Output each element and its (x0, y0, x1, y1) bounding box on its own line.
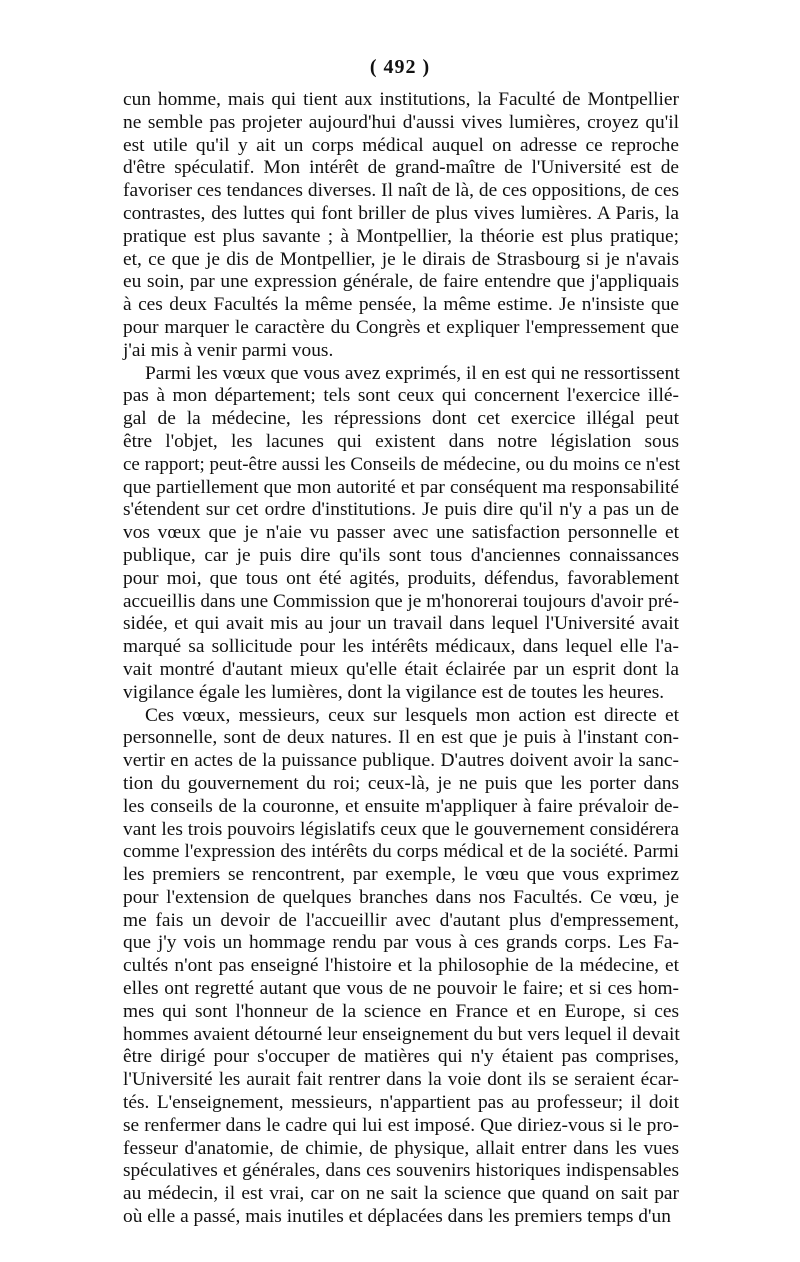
text-line: pour l'extension de quelques branches dans nos Facultés. Ce vœu, je (123, 886, 679, 908)
text-line: s'étendent sur cet ordre d'institutions. Je puis dire qu'il n'y a pas un de (123, 499, 679, 521)
text-line: j'ai mis à venir parmi vous. (123, 339, 334, 361)
text-line: fesseur d'anatomie, de chimie, de physique, allait entrer dans les vues (123, 1137, 679, 1159)
text-line: tés. L'enseignement, messieurs, n'appartient pas au professeur; il doit (123, 1092, 679, 1114)
text-line: tion du gouvernement du roi; ceux-là, je ne puis que les porter dans (123, 772, 679, 794)
text-line: comme l'expression des intérêts du corps médical et de la société. Parmi (123, 841, 679, 863)
text-line: d'être spéculatif. Mon intérêt de grand-maître de l'Université est de (123, 157, 679, 179)
paragraph (123, 363, 679, 705)
text-line: que partiellement que mon autorité et par conséquent ma responsabilité (123, 476, 679, 498)
text-line: vant les trois pouvoirs législatifs ceux que le gouvernement considérera (123, 818, 679, 840)
text-line: Ces vœux, messieurs, ceux sur lesquels mon action est directe et (145, 704, 679, 726)
text-line: les premiers se rencontrent, par exemple, le vœu que vous exprimez (123, 864, 679, 886)
page-number: ( 492 ) (369, 56, 431, 78)
text-line: hommes avaient détourné leur enseignement du but vers lequel il devait (123, 1023, 680, 1045)
text-line: mes qui sont l'honneur de la science en France et en Europe, si ces (123, 1000, 679, 1022)
text-line: Parmi les vœux que vous avez exprimés, il en est qui ne ressortissent (145, 362, 680, 384)
text-line: pour moi, que tous ont été agités, produits, défendus, favorablement (123, 567, 679, 589)
text-line: ne semble pas projeter aujourd'hui d'aussi vives lumières, croyez qu'il (123, 111, 679, 133)
text-line: personnelle, sont de deux natures. Il en est que je puis à l'instant con- (123, 727, 679, 749)
text-line: à ces deux Facultés la même pensée, la même estime. Je n'insiste que (123, 294, 679, 316)
text-line: contrastes, des luttes qui font briller de plus vives lumières. A Paris, la (123, 202, 679, 224)
text-line: où elle a passé, mais inutiles et déplacées dans les premiers temps d'un (123, 1206, 671, 1228)
text-line: cun homme, mais qui tient aux institutions, la Faculté de Montpellier (123, 89, 679, 110)
text-line: pas à mon département; tels sont ceux qui concernent l'exercice illé- (123, 385, 679, 407)
text-line: vos vœux que je n'aie vu passer avec une satisfaction personnelle et (123, 522, 679, 544)
text-line: est utile qu'il y ait un corps médical auquel on adresse ce reproche (123, 134, 679, 156)
text-line: au médecin, il est vrai, car on ne sait la science que quand on sait par (123, 1183, 679, 1205)
text-line: me fais un devoir de l'accueillir avec d'autant plus d'empressement, (123, 909, 679, 931)
body-text (123, 89, 679, 1229)
text-line: publique, car je puis dire qu'ils sont tous d'anciennes connaissances (123, 544, 679, 566)
text-line: vigilance égale les lumières, dont la vigilance est de toutes les heures. (123, 681, 665, 703)
text-line: l'Université les aurait fait rentrer dans la voie dont ils se seraient écar- (123, 1069, 679, 1091)
text-line: accueillis dans une Commission que je m'honorerai toujours d'avoir pré- (123, 590, 679, 612)
text-line: favoriser ces tendances diverses. Il naît de là, de ces oppositions, de ces (123, 180, 679, 202)
text-line: que j'y vois un hommage rendu par vous à ces grands corps. Les Fa- (123, 932, 679, 954)
paragraph (123, 705, 679, 1229)
text-line: être dirigé pour s'occuper de matières qui n'y étaient pas comprises, (123, 1046, 679, 1068)
text-line: pratique est plus savante ; à Montpellier, la théorie est plus pratique; (123, 225, 679, 247)
text-line: spéculatives et générales, dans ces souvenirs historiques indispensables (123, 1160, 679, 1182)
text-line: se renfermer dans le cadre qui lui est imposé. Que diriez-vous si le pro- (123, 1114, 679, 1136)
text-line: ce rapport; peut-être aussi les Conseils de médecine, ou du moins ce n'est (123, 453, 680, 475)
text-line: eu soin, par une expression générale, de faire entendre que j'appliquais (123, 271, 679, 293)
text-line: elles ont regretté autant que vous de ne pouvoir le faire; et si ces hom- (123, 978, 679, 1000)
text-line: être l'objet, les lacunes qui existent dans notre législation sous (123, 430, 679, 452)
text-line: marqué sa sollicitude pour les intérêts médicaux, dans lequel elle l'a- (123, 636, 679, 658)
text-line: et, ce que je dis de Montpellier, je le dirais de Strasbourg si je n'avais (123, 248, 679, 270)
text-line: pour marquer le caractère du Congrès et expliquer l'empressement que (123, 316, 679, 338)
text-line: les conseils de la couronne, et ensuite m'appliquer à faire prévaloir de- (123, 795, 679, 817)
text-line: gal de la médecine, les répressions dont cet exercice illégal peut (123, 408, 679, 430)
text-line: vertir en actes de la puissance publique. D'autres doivent avoir la sanc- (123, 750, 679, 772)
text-line: vait montré d'autant mieux qu'elle était éclairée par un esprit dont la (123, 658, 679, 680)
text-line: cultés n'ont pas enseigné l'histoire et la philosophie de la médecine, et (123, 955, 679, 977)
paragraph (123, 89, 679, 363)
text-line: sidée, et qui avait mis au jour un travail dans lequel l'Université avait (123, 613, 679, 635)
